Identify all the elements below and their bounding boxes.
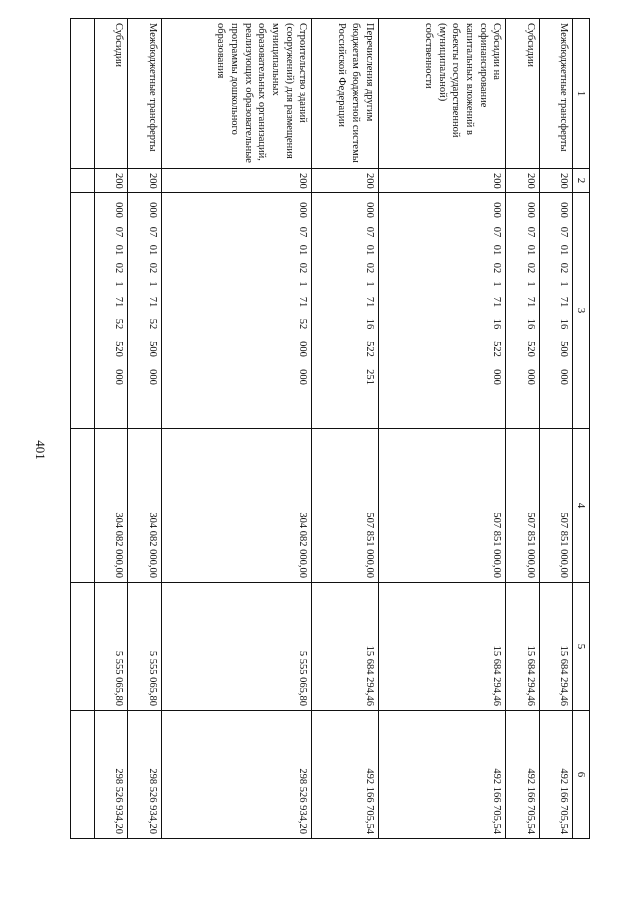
kbk-part: 000 [557, 202, 569, 218]
kbk-part: 01 [491, 244, 503, 256]
row-name: Субсидии [95, 19, 128, 169]
row-name: Строительство зданий (сооружений) для размещения муниципальных образовательных организаций, реализующих образовательные программы дошкольного образования [161, 19, 312, 169]
row-code: 200 [506, 169, 539, 193]
kbk-part: 1 [557, 281, 569, 287]
kbk-part: 07 [297, 226, 309, 238]
kbk-part: 71 [557, 296, 569, 308]
kbk-part: 52 [297, 318, 309, 330]
kbk-part: 01 [524, 244, 536, 256]
kbk-part: 71 [491, 296, 503, 308]
row-col5: 5 555 065,80 [128, 583, 161, 711]
kbk-part: 71 [113, 296, 125, 308]
kbk-part: 1 [113, 281, 125, 287]
budget-table [70, 18, 590, 839]
kbk-part: 1 [297, 281, 309, 287]
kbk-part: 52 [113, 318, 125, 330]
row-name: Перечисления другим бюджетам бюджетной системы Российской Федерации [312, 19, 378, 169]
kbk-part: 02 [146, 262, 158, 274]
kbk-part: 520 [524, 341, 536, 357]
header-col-4: 4 [572, 429, 589, 583]
header-col-6: 6 [572, 711, 589, 839]
row-col4: 507 851 000,00 [378, 429, 506, 583]
blank-row [71, 19, 95, 839]
row-name: Субсидии на софинансирование капитальных вложений в объекты государственной (муниципальной) собственности [378, 19, 506, 169]
row-col6: 492 166 705,54 [312, 711, 378, 839]
table-row [539, 19, 572, 839]
kbk-part: 522 [363, 341, 375, 357]
kbk-part: 000 [146, 369, 158, 385]
kbk-part: 000 [146, 202, 158, 218]
table-row [378, 19, 506, 839]
blank-cell [71, 711, 95, 839]
row-kbk [95, 193, 128, 429]
row-col4: 304 082 000,00 [95, 429, 128, 583]
kbk-part: 16 [524, 318, 536, 330]
kbk-part: 000 [524, 369, 536, 385]
kbk-part: 07 [524, 226, 536, 238]
row-col6: 298 526 934,20 [161, 711, 312, 839]
table-row [128, 19, 161, 839]
header-row [572, 19, 589, 839]
row-kbk [539, 193, 572, 429]
kbk-part: 000 [297, 341, 309, 357]
kbk-part: 71 [297, 296, 309, 308]
header-col-3: 3 [572, 193, 589, 429]
row-code: 200 [539, 169, 572, 193]
kbk-part: 01 [146, 244, 158, 256]
kbk-part: 07 [113, 226, 125, 238]
kbk-part: 000 [524, 202, 536, 218]
blank-cell [71, 169, 95, 193]
row-kbk [378, 193, 506, 429]
row-col5: 15 684 294,46 [539, 583, 572, 711]
row-code: 200 [161, 169, 312, 193]
table-body [71, 19, 573, 839]
kbk-part: 000 [297, 369, 309, 385]
row-col5: 5 555 065,80 [95, 583, 128, 711]
kbk-part: 02 [363, 262, 375, 274]
header-col-2: 2 [572, 169, 589, 193]
kbk-part: 07 [491, 226, 503, 238]
kbk-part: 000 [557, 369, 569, 385]
row-code: 200 [128, 169, 161, 193]
row-kbk [312, 193, 378, 429]
kbk-part: 01 [297, 244, 309, 256]
kbk-part: 02 [113, 262, 125, 274]
row-col6: 492 166 705,54 [539, 711, 572, 839]
kbk-part: 000 [491, 369, 503, 385]
kbk-part: 71 [363, 296, 375, 308]
kbk-part: 000 [363, 202, 375, 218]
row-col6: 298 526 934,20 [128, 711, 161, 839]
row-kbk [506, 193, 539, 429]
kbk-part: 52 [146, 318, 158, 330]
table-row [161, 19, 312, 839]
kbk-part: 02 [524, 262, 536, 274]
row-code: 200 [95, 169, 128, 193]
kbk-part: 07 [363, 226, 375, 238]
kbk-part: 500 [146, 341, 158, 357]
kbk-part: 000 [113, 369, 125, 385]
row-col4: 304 082 000,00 [128, 429, 161, 583]
row-name: Межбюджетные трансферты [128, 19, 161, 169]
row-col4: 507 851 000,00 [539, 429, 572, 583]
row-col5: 15 684 294,46 [378, 583, 506, 711]
table-row [95, 19, 128, 839]
row-col5: 15 684 294,46 [506, 583, 539, 711]
row-col5: 15 684 294,46 [312, 583, 378, 711]
kbk-part: 520 [113, 341, 125, 357]
kbk-part: 1 [524, 281, 536, 287]
kbk-part: 71 [524, 296, 536, 308]
kbk-part: 1 [363, 281, 375, 287]
kbk-part: 02 [491, 262, 503, 274]
kbk-part: 000 [297, 202, 309, 218]
kbk-part: 71 [146, 296, 158, 308]
kbk-part: 07 [146, 226, 158, 238]
kbk-part: 1 [491, 281, 503, 287]
kbk-part: 251 [363, 369, 375, 385]
table-row [312, 19, 378, 839]
row-col4: 507 851 000,00 [506, 429, 539, 583]
row-col5: 5 555 065,80 [161, 583, 312, 711]
kbk-part: 000 [491, 202, 503, 218]
kbk-part: 01 [113, 244, 125, 256]
kbk-part: 02 [557, 262, 569, 274]
kbk-part: 16 [363, 318, 375, 330]
row-col4: 507 851 000,00 [312, 429, 378, 583]
blank-cell [71, 583, 95, 711]
kbk-part: 01 [363, 244, 375, 256]
kbk-part: 02 [297, 262, 309, 274]
row-kbk [128, 193, 161, 429]
kbk-part: 000 [113, 202, 125, 218]
kbk-part: 01 [557, 244, 569, 256]
header-col-5: 5 [572, 583, 589, 711]
blank-cell [71, 193, 95, 429]
row-kbk [161, 193, 312, 429]
kbk-part: 1 [146, 281, 158, 287]
kbk-part: 07 [557, 226, 569, 238]
blank-cell [71, 19, 95, 169]
page-number: 401 [32, 440, 48, 460]
row-code: 200 [312, 169, 378, 193]
row-col6: 492 166 705,54 [378, 711, 506, 839]
blank-cell [71, 429, 95, 583]
kbk-part: 500 [557, 341, 569, 357]
row-col6: 492 166 705,54 [506, 711, 539, 839]
row-col6: 298 526 934,20 [95, 711, 128, 839]
row-name: Межбюджетные трансферты [539, 19, 572, 169]
row-code: 200 [378, 169, 506, 193]
budget-table-rotated [70, 18, 590, 838]
kbk-part: 16 [491, 318, 503, 330]
kbk-part: 16 [557, 318, 569, 330]
row-name: Субсидии [506, 19, 539, 169]
header-col-1: 1 [572, 19, 589, 169]
table-row [506, 19, 539, 839]
kbk-part: 522 [491, 341, 503, 357]
row-col4: 304 082 000,00 [161, 429, 312, 583]
